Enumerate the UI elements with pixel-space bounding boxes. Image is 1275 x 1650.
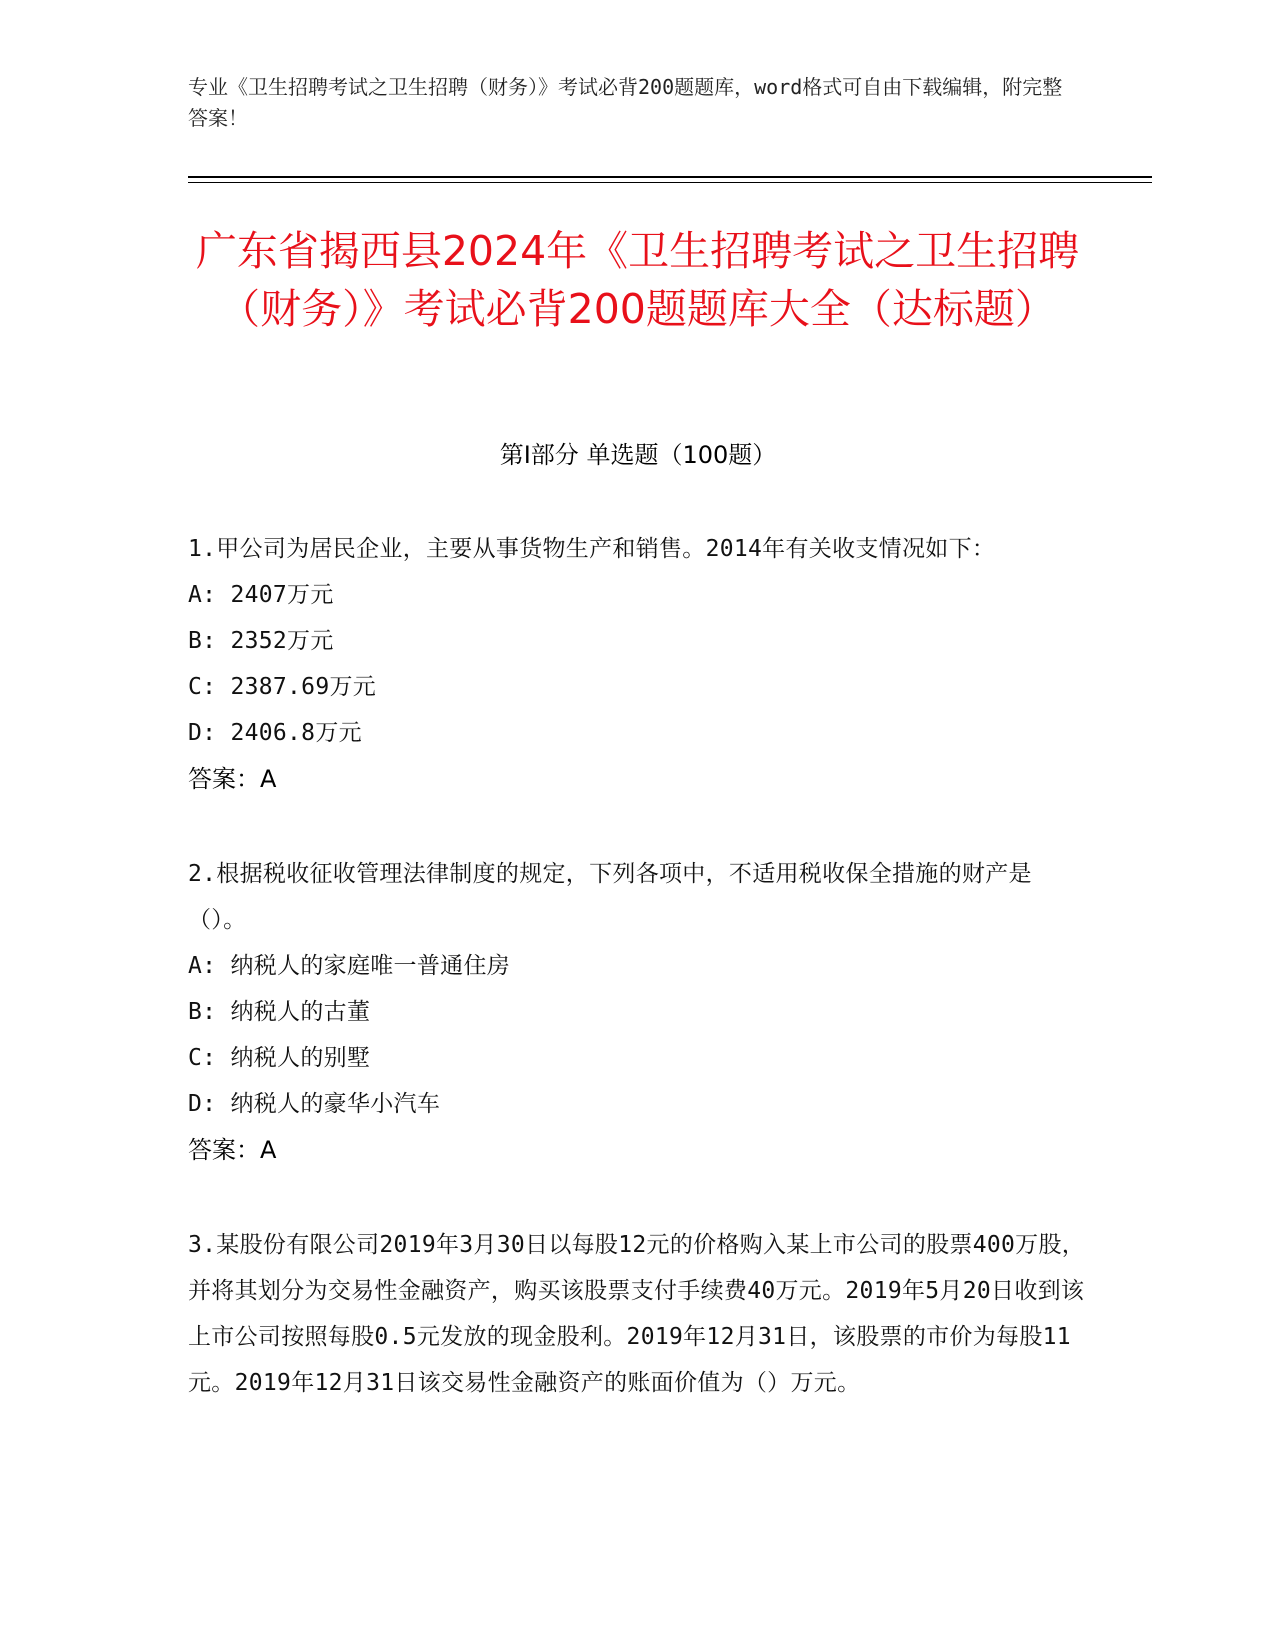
document-title: 广东省揭西县2024年《卫生招聘考试之卫生招聘（财务）》考试必背200题题库大全（达标题） <box>195 227 1080 333</box>
question-list <box>188 526 1088 1455</box>
header-note: 专业《卫生招聘考试之卫生招聘（财务）》考试必背200题题库，word格式可自由下载编辑，附完整答案！ <box>188 75 1063 130</box>
option-d: D: 2406.8万元 <box>188 720 362 746</box>
header-divider-thin <box>188 182 1152 183</box>
header-divider-thick <box>188 176 1152 178</box>
question-3 <box>188 1222 1088 1406</box>
option-a: A: 纳税人的家庭唯一普通住房 <box>188 953 511 979</box>
option-a: A: 2407万元 <box>188 582 334 608</box>
question-stem: 1.甲公司为居民企业，主要从事货物生产和销售。2014年有关收支情况如下： <box>188 536 996 562</box>
question-stem: 2.根据税收征收管理法律制度的规定，下列各项中，不适用税收保全措施的财产是（）。 <box>188 861 1032 933</box>
answer-line: 答案：A <box>188 765 277 793</box>
section-heading: 第Ⅰ部分 单选题（100题） <box>499 441 777 469</box>
option-b: B: 纳税人的古董 <box>188 999 371 1025</box>
option-b: B: 2352万元 <box>188 628 334 654</box>
answer-line: 答案：A <box>188 1136 277 1164</box>
question-1 <box>188 526 1088 802</box>
question-stem: 3.某股份有限公司2019年3月30日以每股12元的价格购入某上市公司的股票400万股，并将其划分为交易性金融资产，购买该股票支付手续费40万元。2019年5月20日收到该上市公司按照每股0.5元发放的现金股利。2019年12月31日，该股票的市价为每股11元。2019年12月31日该交易性金融资产的账面价值为（）万元。 <box>188 1232 1086 1396</box>
option-d: D: 纳税人的豪华小汽车 <box>188 1091 441 1117</box>
question-2 <box>188 851 1088 1173</box>
option-c: C: 纳税人的别墅 <box>188 1045 371 1071</box>
option-c: C: 2387.69万元 <box>188 674 377 700</box>
